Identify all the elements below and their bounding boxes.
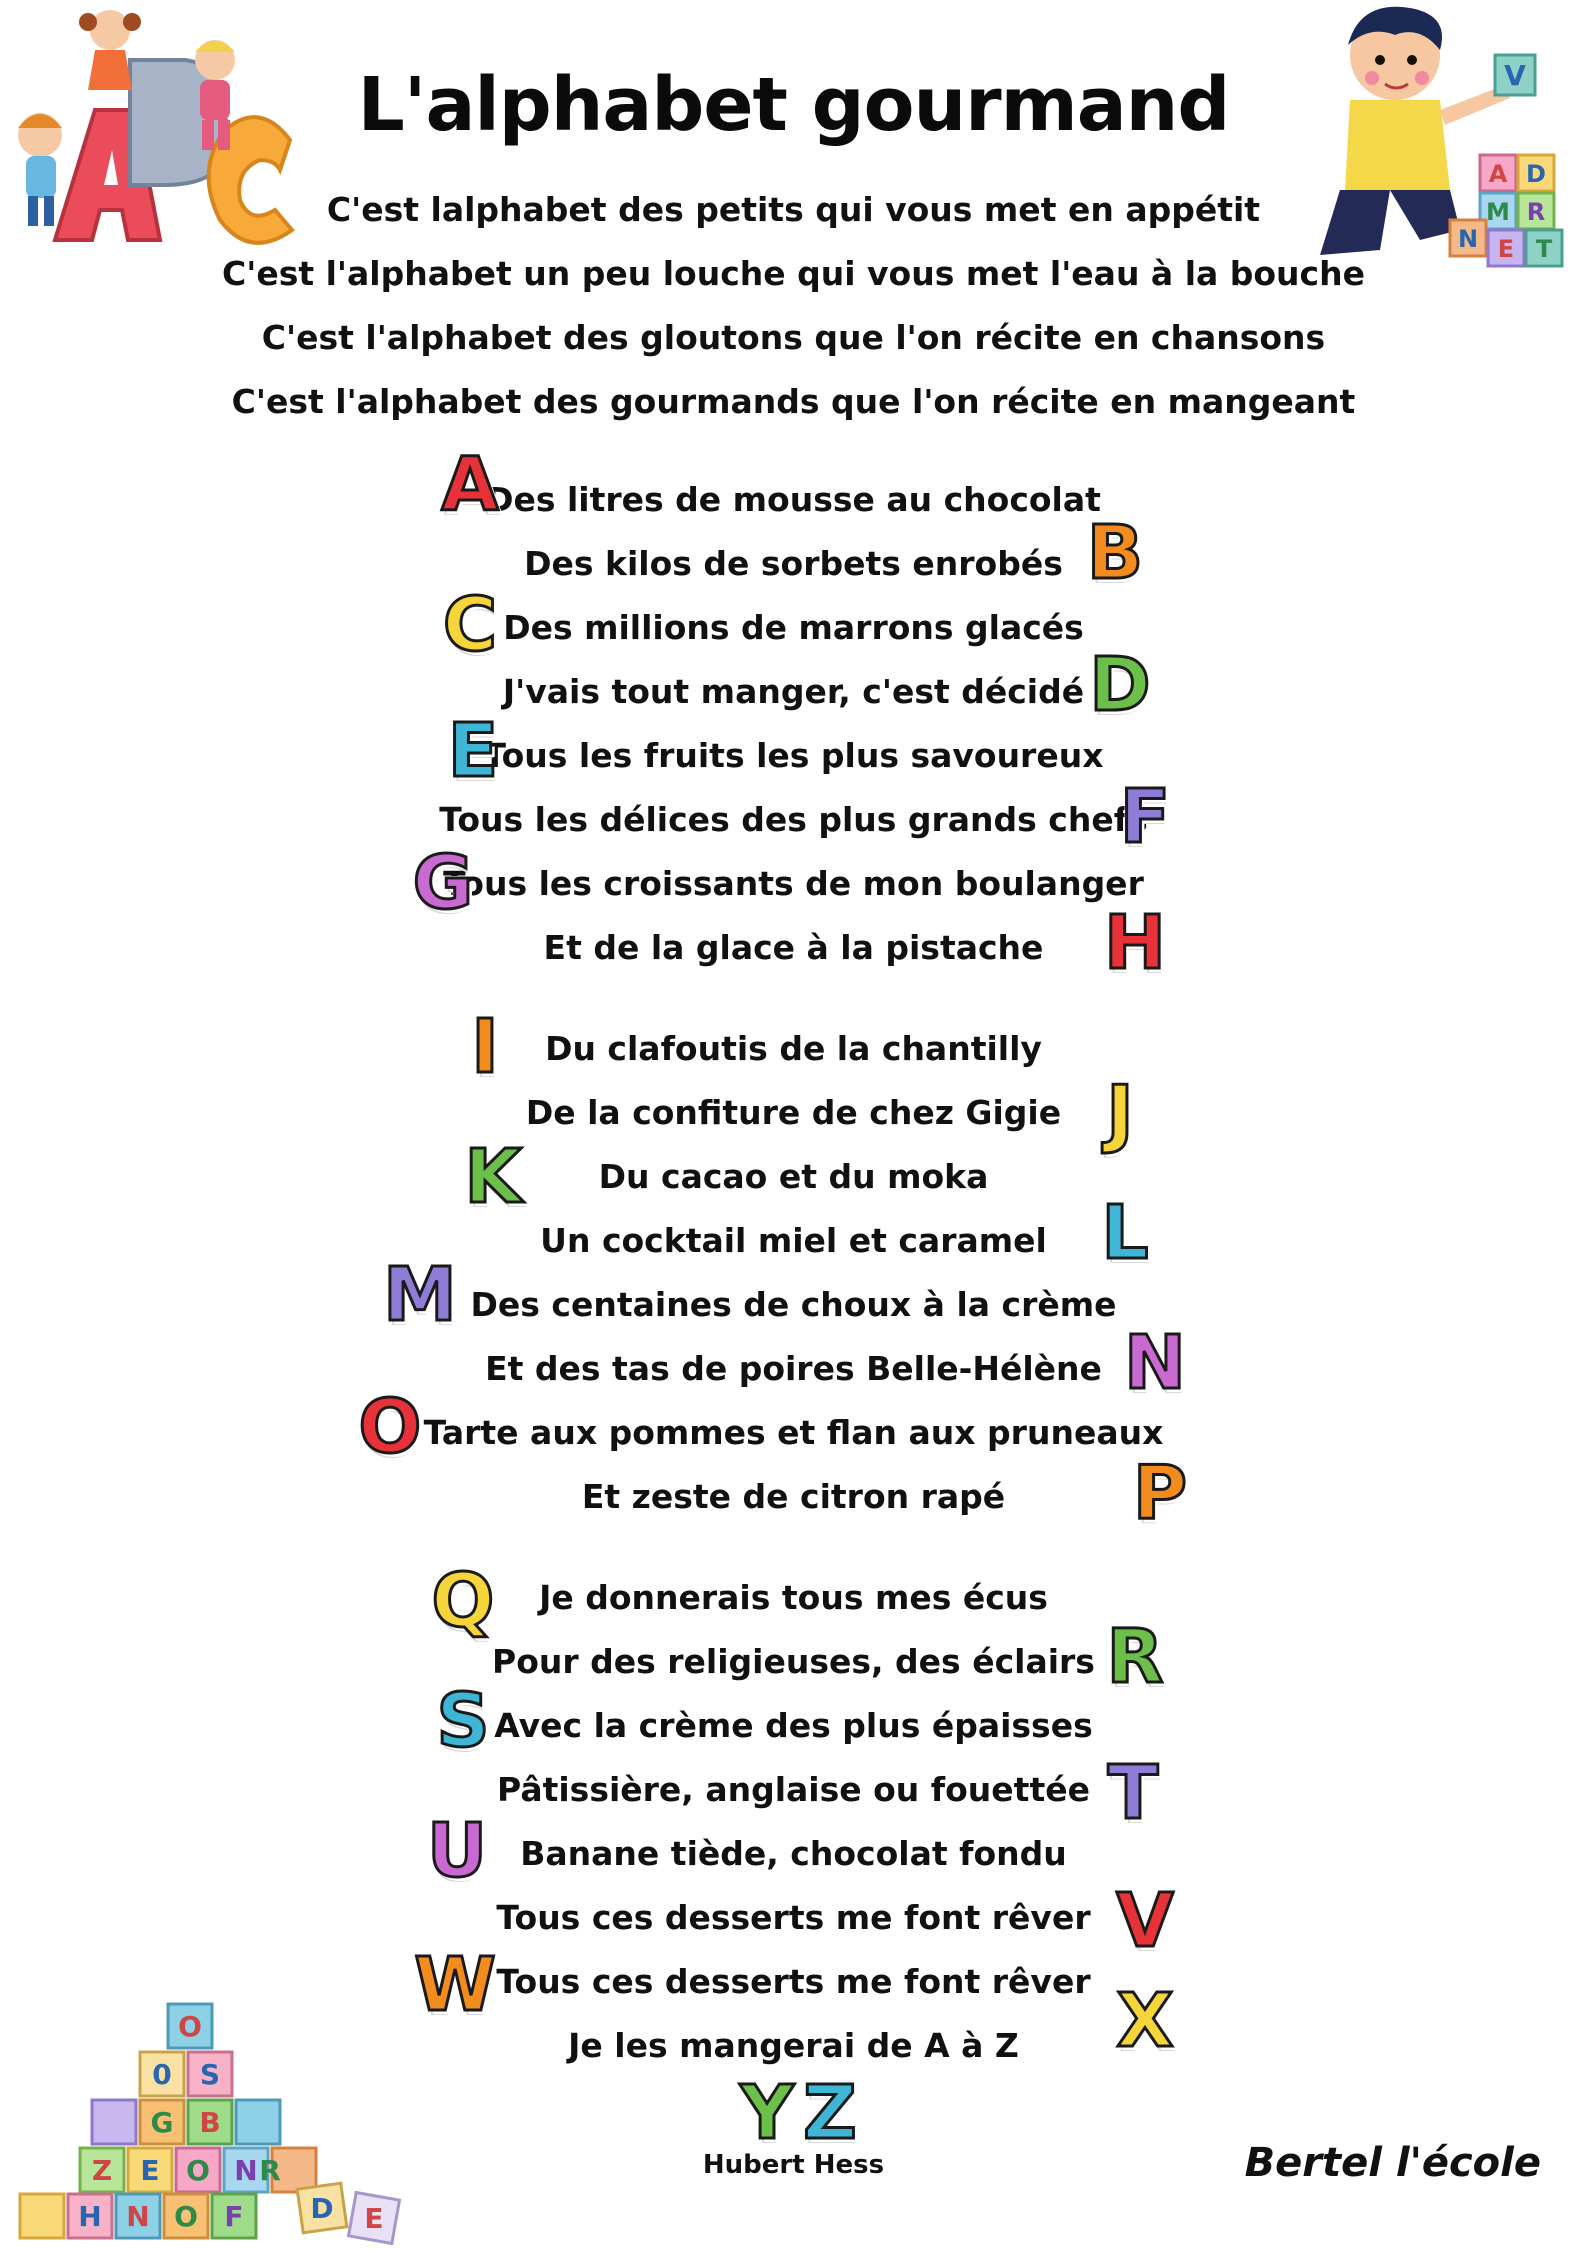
verse-line: Du cacao et du moka (598, 1157, 989, 1196)
letter-j: J (1106, 1070, 1134, 1156)
cube-letter: E (140, 2154, 160, 2187)
letter-p: P (1132, 1450, 1188, 1536)
cube-letter: V (1504, 59, 1526, 92)
verse-line: Des litres de mousse au chocolat (486, 480, 1101, 519)
cube-letter: O (186, 2154, 210, 2187)
letter-z: Z (803, 2070, 857, 2156)
verse-line: De la confiture de chez Gigie (525, 1093, 1062, 1132)
letter-h: H (1104, 900, 1166, 986)
page-title: L'alphabet gourmand (357, 62, 1230, 148)
letter-e: E (447, 708, 499, 794)
intro-line: C'est lalphabet des petits qui vous met en appétit (326, 190, 1261, 229)
letter-s: S (436, 1678, 490, 1764)
verse-line: Pour des religieuses, des éclairs (492, 1642, 1095, 1681)
verse-line: Des centaines de choux à la crème (470, 1285, 1117, 1324)
cube-letter: N (1457, 225, 1479, 253)
cube-letter: 0 (152, 2058, 172, 2091)
letter-g: G (412, 840, 474, 926)
letter-u: U (426, 1808, 488, 1894)
letter-i: I (471, 1004, 499, 1090)
verse-line: Pâtissière, anglaise ou fouettée (497, 1770, 1090, 1809)
verse-line: Tous ces desserts me font rêver (496, 1898, 1091, 1937)
verse-line: Avec la crème des plus épaisses (494, 1706, 1093, 1745)
verse-line: Du clafoutis de la chantilly (545, 1029, 1042, 1068)
verse-line: Banane tiède, chocolat fondu (520, 1834, 1067, 1873)
cube-letter: H (78, 2200, 102, 2233)
verse-line: Tous les fruits les plus savoureux (483, 736, 1104, 775)
verse-line: Tarte aux pommes et flan aux pruneaux (423, 1413, 1164, 1452)
cube-letter: O (174, 2200, 198, 2233)
stanza-2 (0, 1017, 1587, 1529)
verse-line: Et de la glace à la pistache (543, 928, 1044, 967)
letter-a: A (441, 442, 499, 528)
letter-f: F (1119, 774, 1171, 860)
cube-letter: E (364, 2202, 384, 2235)
letter-n: N (1124, 1320, 1186, 1406)
verse-line: Et zeste de citron rapé (581, 1477, 1006, 1516)
letter-y: Y (740, 2070, 794, 2156)
cube-letter: M (1486, 198, 1510, 226)
letter-r: R (1106, 1614, 1164, 1700)
letter-x: X (1116, 1978, 1174, 2064)
letter-l: L (1101, 1190, 1149, 1276)
cube-letter: B (199, 2106, 221, 2139)
letter-b: B (1086, 510, 1144, 596)
stanza-3 (0, 1566, 1587, 2078)
letter-m: M (383, 1252, 457, 1338)
cube-letter: R (259, 2154, 281, 2187)
verse-line: Je les mangerai de A à Z (568, 2026, 1019, 2065)
cube-letter: R (1526, 198, 1546, 226)
cube-letter: F (224, 2200, 244, 2233)
verse-line: Des millions de marrons glacés (503, 608, 1084, 647)
cube-letter: N (234, 2154, 258, 2187)
signature: Bertel l'école (1244, 2140, 1541, 2186)
intro-line: C'est l'alphabet des gloutons que l'on récite en chansons (261, 318, 1326, 357)
cube-letter: Z (91, 2154, 113, 2187)
letter-t: T (1107, 1750, 1159, 1836)
cube-letter: E (1497, 235, 1515, 263)
verse-line: Un cocktail miel et caramel (540, 1221, 1047, 1260)
verse-line: Je donnerais tous mes écus (539, 1578, 1048, 1617)
verse-line: Des kilos de sorbets enrobés (524, 544, 1063, 583)
intro-line: C'est l'alphabet des gourmands que l'on récite en mangeant (231, 382, 1356, 421)
cube-letter: G (150, 2106, 174, 2139)
cube-letter: A (1488, 160, 1508, 188)
verse-line: Tous ces desserts me font rêver (496, 1962, 1091, 2001)
stanza-1 (0, 468, 1587, 980)
intro-block (0, 178, 1587, 434)
verse-line: Tous les croissants de mon boulanger (443, 864, 1144, 903)
author-name: Hubert Hess (702, 2150, 885, 2180)
intro-line: C'est l'alphabet un peu louche qui vous met l'eau à la bouche (222, 254, 1365, 293)
letter-v: V (1116, 1878, 1174, 1964)
verse-line: Et des tas de poires Belle-Hélène (485, 1349, 1102, 1388)
letter-c: C (442, 582, 498, 668)
letter-o: O (358, 1384, 422, 1470)
verse-line: J'vais tout manger, c'est décidé (502, 672, 1085, 711)
cube-letter: N (126, 2200, 150, 2233)
verse-line: Tous les délices des plus grands chefs (439, 800, 1148, 839)
letter-k: K (464, 1134, 522, 1220)
letter-w: W (414, 1942, 496, 2028)
cube-letter: S (199, 2058, 221, 2091)
cube-letter: T (1535, 235, 1553, 263)
cube-letter: D (310, 2192, 334, 2225)
letter-q: Q (431, 1558, 495, 1644)
cube-letter: O (178, 2010, 202, 2043)
cube-letter: D (1526, 160, 1546, 188)
letter-d: D (1089, 642, 1151, 728)
